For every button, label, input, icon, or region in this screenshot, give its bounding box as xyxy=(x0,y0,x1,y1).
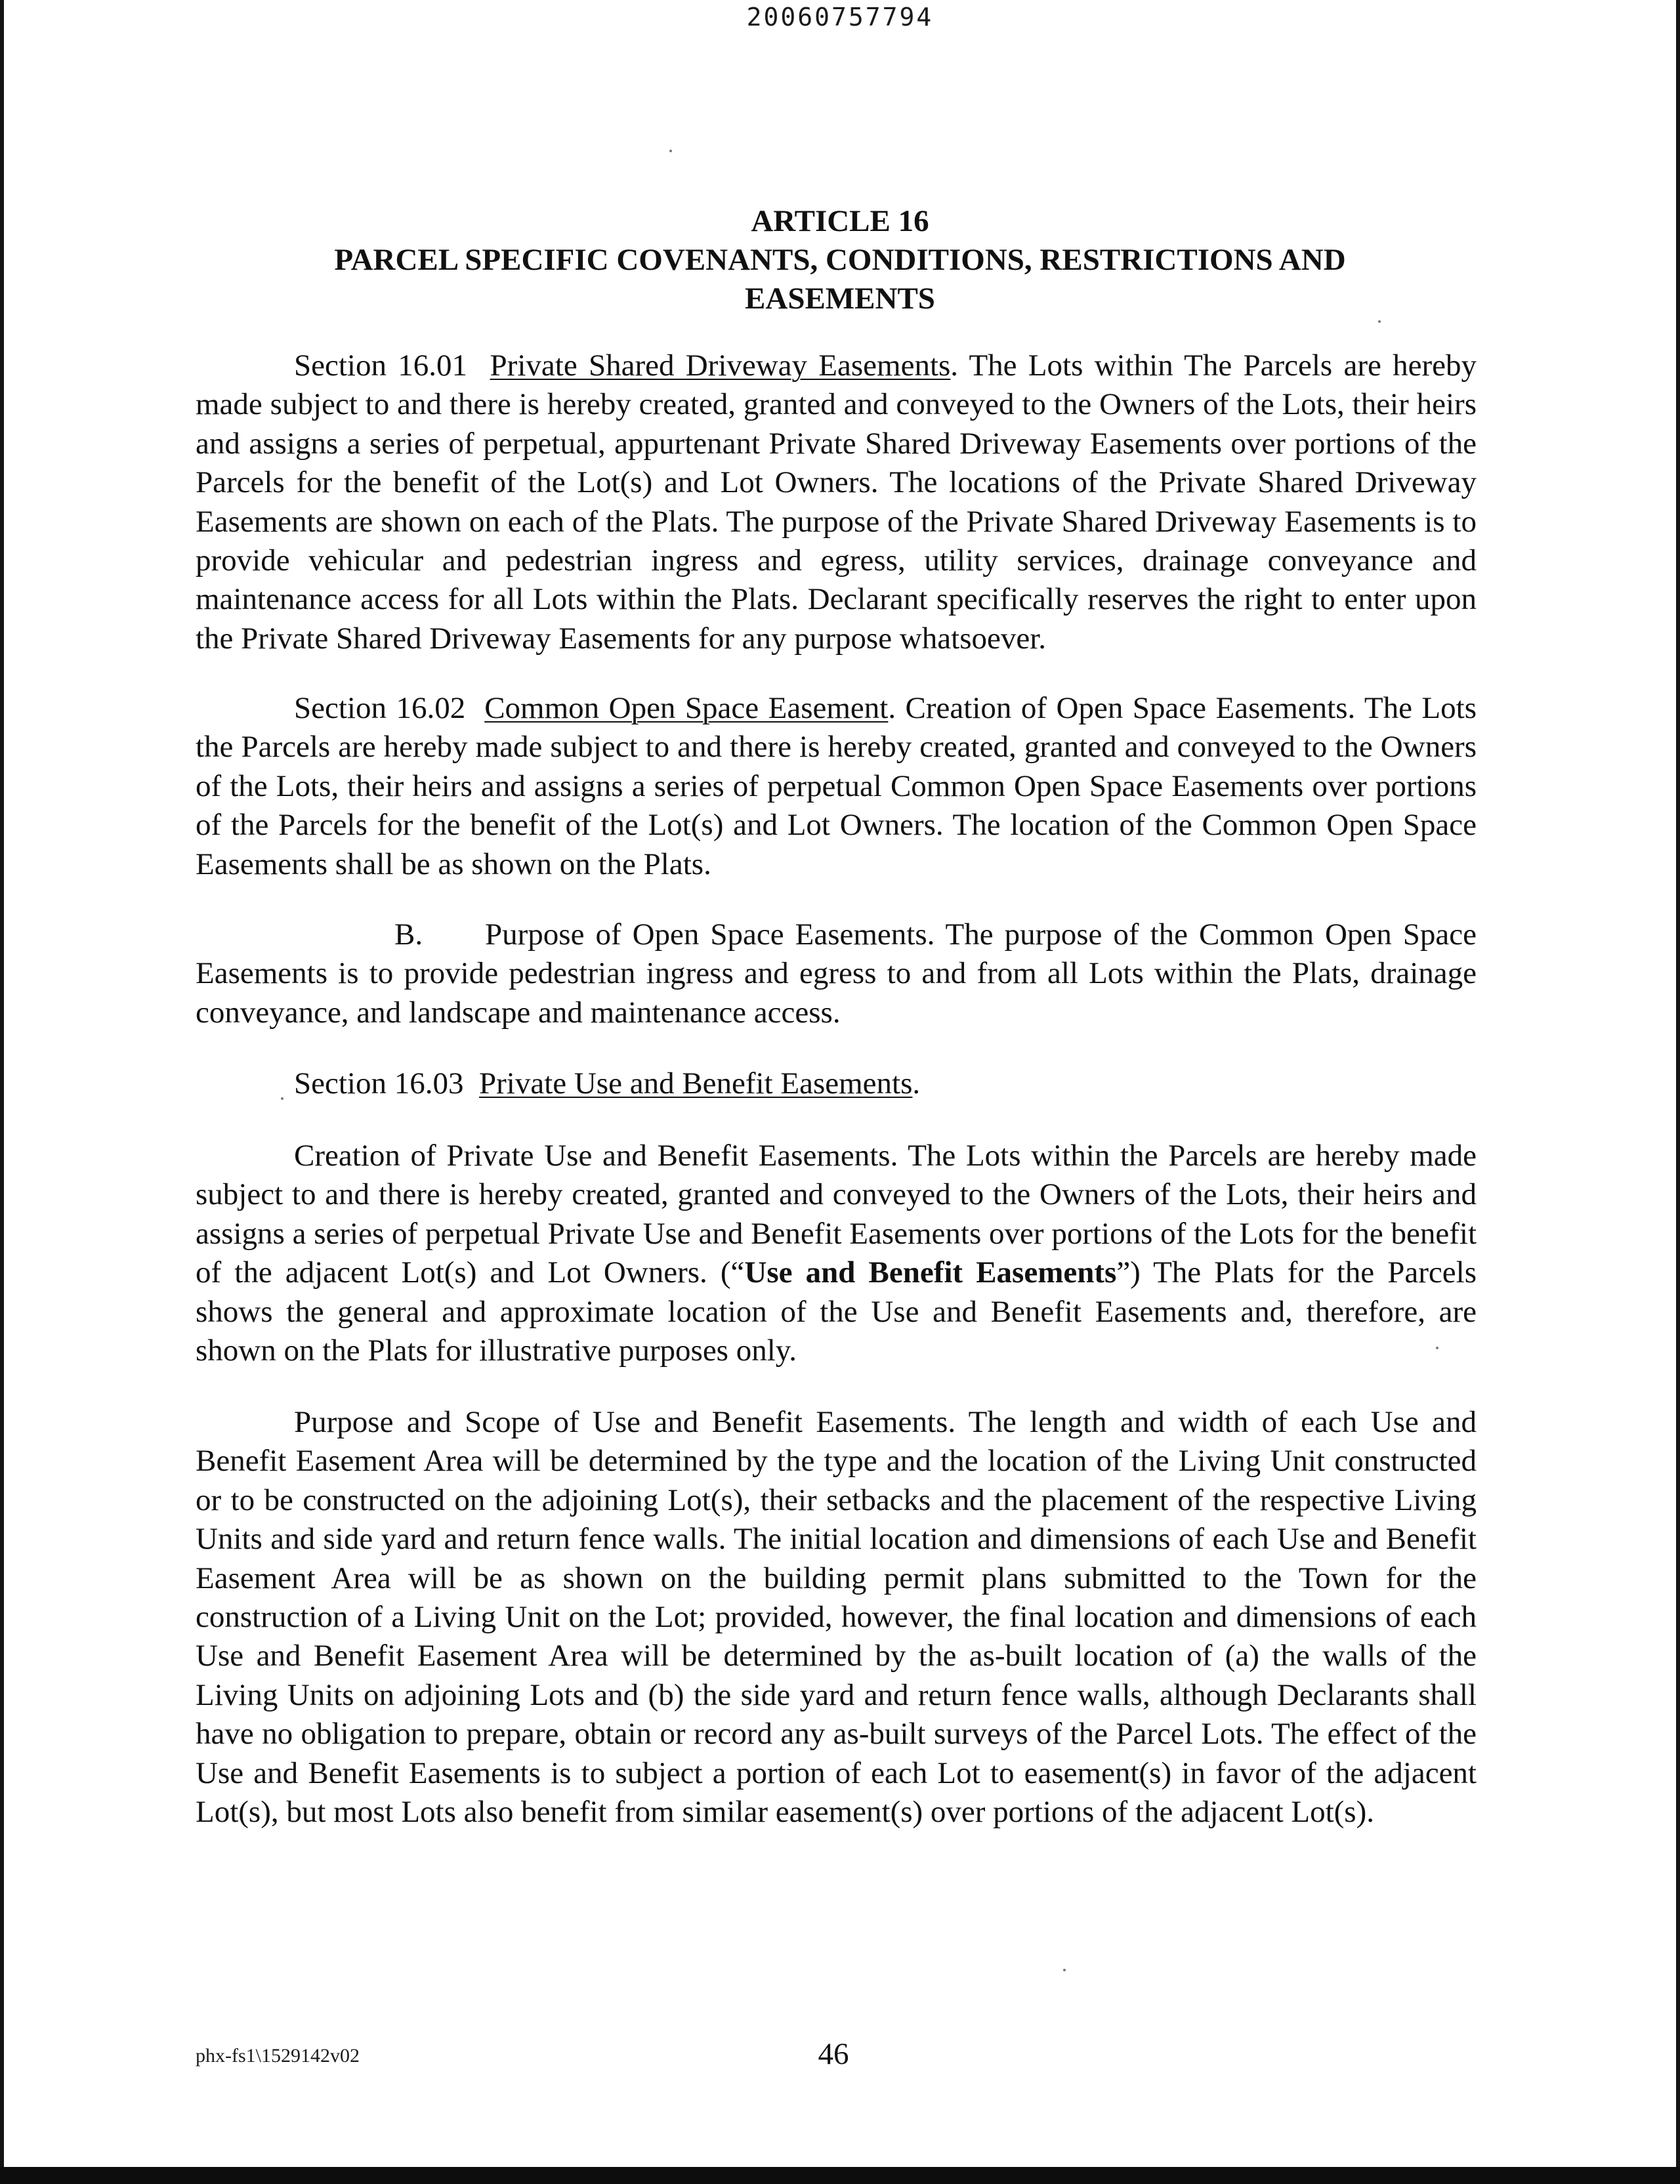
footer-file-id: phx-fs1\1529142v02 xyxy=(196,2045,360,2067)
section-16-03-title: Private Use and Benefit Easements xyxy=(478,1066,913,1101)
section-16-01-body: . The Lots within The Parcels are hereby made subject to and there is hereby created, granted and conveyed to the Owners of the Lots, their heirs and assigns a series of perpetual, appurtenant Private Shared Driveway Easements over portions of the Parcels for the benefit of the Lot(s) and Lot Owners. The locations of the Private Shared Driveway Easements are shown on each of the Plats. The purpose of the Private Shared Driveway Easements is to provide vehicular and pedestrian ingress and egress, utility services, drainage conveyance and maintenance access for all Lots within the Plats. Declarant specifically reserves the right to enter upon the Private Shared Driveway Easements for any purpose whatsoever. xyxy=(196,348,1477,656)
scan-edge-bottom xyxy=(0,2167,1680,2184)
section-16-02-label: Section 16.02 xyxy=(294,691,466,725)
purpose-and-scope-body: Purpose and Scope of Use and Benefit Easements. The length and width of each Use and Benefit Easement Area will be determined by the type and the location of the Living Unit constructed or to be constructed on the adjoining Lot(s), their setbacks and the placement of the respective Living Units and side yard and return fence walls. The initial location and dimensions of each Use and Benefit Easement Area will be as shown on the building permit plans submitted to the Town for the construction of a Living Unit on the Lot; provided, however, the final location and dimensions of each Use and Benefit Easement Area will be determined by the as-built location of (a) the walls of the Living Units on adjoining Lots and (b) the side yard and return fence walls, although Declarants shall have no obligation to prepare, obtain or record any as-built surveys of the Parcel Lots. The effect of the Use and Benefit Easements is to subject a portion of each Lot to easement(s) in favor of the adjacent Lot(s), but most Lots also benefit from similar easement(s) over portions of the adjacent Lot(s). xyxy=(196,1405,1477,1830)
creation-paragraph xyxy=(196,1137,1477,1370)
section-16-01-paragraph xyxy=(196,346,1477,658)
section-16-01-label: Section 16.01 xyxy=(294,348,467,383)
scan-edge-left xyxy=(0,0,4,2184)
scan-speck xyxy=(1436,1347,1438,1349)
scan-speck xyxy=(1063,1969,1066,1971)
article-heading xyxy=(197,202,1483,318)
article-title-line-2: EASEMENTS xyxy=(745,282,935,316)
section-16-02-body: . Creation of Open Space Easements. The Lots the Parcels are hereby made subject to and there is hereby created, granted and conveyed to the Owners of the Lots, their heirs and assigns a series of perpetual Common Open Space Easements over portions of the Parcels for the benefit of the Lot(s) and Lot Owners. The location of the Common Open Space Easements shall be as shown on the Plats. xyxy=(196,691,1477,881)
page-number: 46 xyxy=(818,2037,849,2071)
section-16-01-title: Private Shared Driveway Easements xyxy=(490,348,951,383)
scan-speck xyxy=(669,150,672,152)
scan-speck xyxy=(281,1097,284,1100)
scan-edge-right xyxy=(1676,0,1680,2184)
scan-speck xyxy=(1378,320,1381,323)
section-16-02-b-letter: B. xyxy=(394,917,423,952)
section-16-03-label: Section 16.03 xyxy=(294,1066,464,1101)
section-16-02-b-body: Purpose of Open Space Easements. The purpose of the Common Open Space Easements is to provide pedestrian ingress and egress to and from all Lots within the Plats, drainage conveyance, and landscape and maintenance access. xyxy=(196,917,1477,1030)
section-16-02-b-paragraph xyxy=(196,915,1477,1032)
section-16-02-paragraph xyxy=(196,689,1477,884)
document-number: 20060757794 xyxy=(746,3,934,32)
section-16-03-title-end: . xyxy=(912,1066,921,1101)
article-title-line-1: PARCEL SPECIFIC COVENANTS, CONDITIONS, RESTRICTIONS AND xyxy=(334,243,1346,277)
purpose-and-scope-paragraph xyxy=(196,1403,1477,1832)
article-number: ARTICLE 16 xyxy=(751,204,929,238)
defined-term-use-and-benefit: Use and Benefit Easements xyxy=(744,1255,1117,1290)
section-16-02-title: Common Open Space Easement xyxy=(484,691,889,725)
creation-text-after: ”) The Plats for the Parcels shows the general and approximate location of the Use and Benefit Easements and, therefore, are shown on the Plats for illustrative purposes only. xyxy=(196,1255,1477,1368)
creation-text-before: Creation of Private Use and Benefit Easements. The Lots within the Parcels are hereby made subject to and there is hereby created, granted and conveyed to the Owners of the Lots, their heirs and assigns a series of perpetual Private Use and Benefit Easements over portions of the Lots for the benefit of the adjacent Lot(s) and Lot Owners. (“ xyxy=(196,1139,1477,1290)
section-16-03-heading xyxy=(196,1064,1477,1103)
